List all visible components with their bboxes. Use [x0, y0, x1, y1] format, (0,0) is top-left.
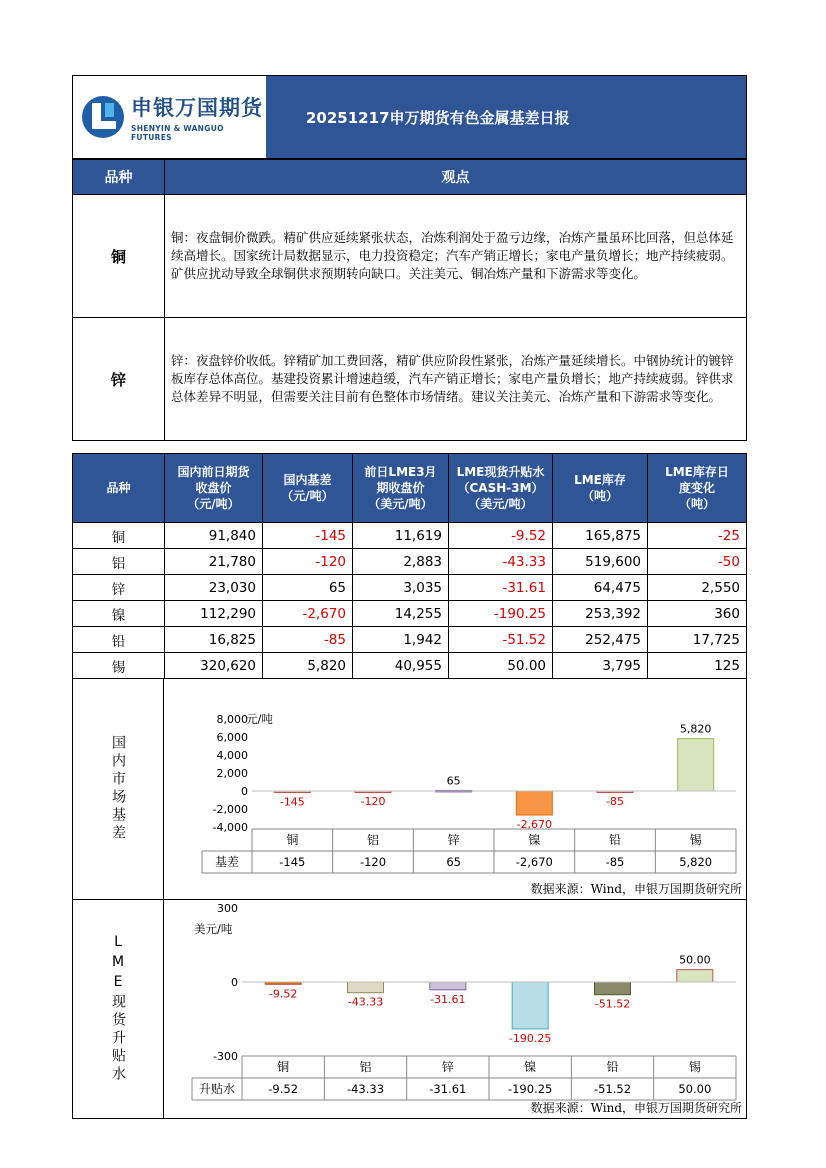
y-tick-label: 2,000 — [216, 767, 248, 780]
category-label: 锡 — [689, 833, 702, 847]
data-label: -43.33 — [347, 995, 384, 1009]
cell-close: 91,840 — [165, 523, 263, 549]
view-row — [73, 318, 747, 441]
table-value: -85 — [605, 855, 625, 869]
cell-spread: -190.25 — [449, 601, 553, 627]
cell-name: 镍 — [73, 601, 165, 627]
table-value: 50.00 — [678, 1082, 712, 1096]
table-row — [73, 627, 747, 653]
cell-close: 21,780 — [165, 549, 263, 575]
view-header-view: 观点 — [165, 160, 747, 195]
cell-close: 23,030 — [165, 575, 263, 601]
category-label: 锌 — [441, 1060, 454, 1074]
report-title: 20251217申万期货有色金属基差日报 — [266, 76, 746, 158]
header-line: 前日LME3月 — [364, 465, 437, 479]
series-name: 基差 — [214, 855, 240, 869]
category-label: 铝 — [359, 1060, 372, 1074]
cell-chg: -50 — [648, 549, 747, 575]
series-name: 升贴水 — [198, 1082, 236, 1096]
view-text: 锌：夜盘锌价收低。锌精矿加工费回落，精矿供应阶段性紧张，冶炼产量延续增长。中钢协统计的镀锌板库存总体高位。基建投资累计增速趋缓，汽车产销正增长；家电产量负增长；地产持续疲弱。锌供求总体差异不明显，但需要关注目前有色整体市场情绪。建议关注美元、冶炼产量和下游需求等变化。 — [165, 318, 747, 441]
header-line: （吨） — [678, 497, 715, 511]
bar — [516, 791, 552, 815]
table-row — [73, 601, 747, 627]
view-variety: 锌 — [73, 318, 165, 441]
data-header-cell — [353, 454, 449, 523]
data-header-cell — [648, 454, 747, 523]
cell-basis: 65 — [263, 575, 353, 601]
table-row — [73, 575, 747, 601]
data-label: -120 — [360, 795, 386, 809]
data-label: 5,820 — [679, 722, 712, 736]
y-tick-label: -300 — [213, 1050, 238, 1063]
data-label: -9.52 — [268, 987, 298, 1001]
y-tick-label: 4,000 — [216, 749, 248, 762]
report-header — [72, 75, 747, 159]
table-row — [73, 653, 747, 679]
cell-basis: -120 — [263, 549, 353, 575]
y-axis-label: 美元/吨 — [194, 922, 233, 936]
y-tick-label: 6,000 — [216, 731, 248, 744]
view-header-variety: 品种 — [73, 160, 165, 195]
basis-chart-side-label — [73, 679, 164, 899]
header-line: （元/吨） — [187, 497, 240, 511]
bar — [595, 982, 631, 995]
basis-chart-area — [164, 679, 746, 899]
spread-chart-section — [72, 900, 747, 1119]
data-label: -2,670 — [516, 818, 553, 832]
data-label: -145 — [279, 795, 305, 809]
table-value: 5,820 — [679, 855, 713, 869]
logo-icon — [81, 95, 125, 139]
cell-spread: -9.52 — [449, 523, 553, 549]
cell-basis: -145 — [263, 523, 353, 549]
cell-basis: 5,820 — [263, 653, 353, 679]
header-line: （美元/吨） — [468, 497, 533, 511]
table-value: -31.61 — [429, 1082, 467, 1096]
y-tick-label: -2,000 — [212, 803, 248, 816]
cell-close: 320,620 — [165, 653, 263, 679]
header-line: LME库存 — [574, 473, 626, 487]
table-value: -9.52 — [268, 1082, 299, 1096]
spread-chart-source: 数据来源：Wind，申银万国期货研究所 — [530, 1101, 742, 1115]
bar — [678, 739, 714, 791]
cell-name: 铅 — [73, 627, 165, 653]
spread-chart — [164, 900, 746, 1118]
cell-lme: 1,942 — [353, 627, 449, 653]
y-tick-label: 0 — [241, 785, 248, 798]
y-tick-label: 8,000 — [216, 713, 248, 726]
view-variety: 铜 — [73, 195, 165, 318]
header-line: （CASH-3M） — [457, 481, 544, 495]
data-label: 65 — [446, 774, 461, 788]
cell-spread: -31.61 — [449, 575, 553, 601]
category-label: 铝 — [366, 833, 380, 847]
cell-name: 锡 — [73, 653, 165, 679]
data-header-cell — [263, 454, 353, 523]
header-line: 期收盘价 — [376, 481, 425, 495]
category-label: 镍 — [528, 833, 541, 847]
cell-stock: 519,600 — [553, 549, 648, 575]
data-header-cell — [73, 454, 165, 523]
company-logo — [73, 76, 266, 158]
y-axis-label: 元/吨 — [246, 712, 273, 726]
cell-spread: 50.00 — [449, 653, 553, 679]
bar — [430, 982, 466, 990]
cell-chg: -25 — [648, 523, 747, 549]
cell-basis: -85 — [263, 627, 353, 653]
header-line: （元/吨） — [281, 489, 334, 503]
cell-spread: -51.52 — [449, 627, 553, 653]
y-tick-label: 300 — [217, 902, 238, 915]
basis-side-text: 国内市场基差 — [110, 735, 126, 843]
cell-chg: 360 — [648, 601, 747, 627]
cell-name: 锌 — [73, 575, 165, 601]
data-label: 50.00 — [679, 953, 711, 967]
table-row — [73, 549, 747, 575]
cell-stock: 64,475 — [553, 575, 648, 601]
logo-cn-text: 申银万国期货 — [131, 96, 263, 120]
data-label: -85 — [606, 794, 624, 808]
category-label: 铅 — [606, 1060, 619, 1074]
bar — [512, 982, 548, 1029]
cell-close: 112,290 — [165, 601, 263, 627]
data-label: -51.52 — [594, 997, 631, 1011]
header-line: LME现货升贴水 — [456, 465, 545, 479]
table-value: -120 — [359, 855, 387, 869]
y-tick-label: -4,000 — [212, 821, 248, 834]
header-line: 收盘价 — [195, 481, 232, 495]
table-value: -51.52 — [593, 1082, 632, 1096]
cell-chg: 17,725 — [648, 627, 747, 653]
view-row — [73, 195, 747, 318]
header-line: 国内前日期货 — [177, 465, 250, 479]
data-label: -31.61 — [430, 992, 466, 1006]
header-line: LME库存日 — [665, 465, 729, 479]
cell-name: 铜 — [73, 523, 165, 549]
report-page — [72, 75, 747, 1119]
cell-stock: 253,392 — [553, 601, 648, 627]
category-label: 锡 — [688, 1060, 701, 1074]
cell-close: 16,825 — [165, 627, 263, 653]
view-text: 铜：夜盘铜价微跌。精矿供应延续紧张状态，冶炼利润处于盈亏边缘，冶炼产量虽环比回落，但总体延续高增长。国家统计局数据显示，电力投资稳定；汽车产销正增长；家电产量负增长；地产持续疲弱。矿供应扰动导致全球铜供求预期转向缺口。关注美元、铜冶炼产量和下游需求等变化。 — [165, 195, 747, 318]
basis-chart — [164, 679, 746, 899]
logo-en-text: SHENYIN & WANGUO FUTURES — [131, 124, 224, 142]
category-label: 铜 — [286, 833, 299, 847]
header-line: 国内基差 — [283, 473, 332, 487]
table-value: 65 — [446, 855, 461, 869]
basis-chart-section — [72, 679, 747, 900]
spread-chart-area — [164, 900, 746, 1118]
y-tick-label: 0 — [231, 976, 238, 989]
bar — [348, 982, 384, 993]
cell-stock: 165,875 — [553, 523, 648, 549]
spread-chart-side-label — [73, 900, 164, 1118]
basis-chart-source: 数据来源：Wind，申银万国期货研究所 — [530, 882, 742, 896]
cell-lme: 14,255 — [353, 601, 449, 627]
cell-stock: 3,795 — [553, 653, 648, 679]
table-value: -190.25 — [507, 1082, 553, 1096]
cell-chg: 2,550 — [648, 575, 747, 601]
data-header-cell — [553, 454, 648, 523]
cell-basis: -2,670 — [263, 601, 353, 627]
category-label: 镍 — [524, 1060, 537, 1074]
data-label: -190.25 — [508, 1031, 552, 1045]
cell-spread: -43.33 — [449, 549, 553, 575]
table-value: -2,670 — [515, 855, 553, 869]
cell-name: 铝 — [73, 549, 165, 575]
data-header-cell — [165, 454, 263, 523]
price-data-table — [72, 453, 747, 679]
data-table-header — [73, 454, 747, 523]
category-label: 锌 — [447, 833, 460, 847]
cell-lme: 40,955 — [353, 653, 449, 679]
table-value: -145 — [279, 855, 306, 869]
category-label: 铅 — [608, 833, 622, 847]
data-header-cell — [449, 454, 553, 523]
header-line: 度变化 — [678, 481, 715, 495]
cell-stock: 252,475 — [553, 627, 648, 653]
table-row — [73, 523, 747, 549]
cell-lme: 3,035 — [353, 575, 449, 601]
cell-chg: 125 — [648, 653, 747, 679]
cell-lme: 11,619 — [353, 523, 449, 549]
header-line: （美元/吨） — [368, 497, 433, 511]
cell-lme: 2,883 — [353, 549, 449, 575]
header-line: （吨） — [581, 489, 618, 503]
bar — [677, 970, 713, 982]
spread-side-text: LME现货升贴水 — [110, 934, 126, 1084]
category-label: 铜 — [277, 1060, 290, 1074]
header-line: 品种 — [106, 481, 131, 495]
table-value: -43.33 — [346, 1082, 385, 1096]
view-table — [72, 159, 747, 441]
